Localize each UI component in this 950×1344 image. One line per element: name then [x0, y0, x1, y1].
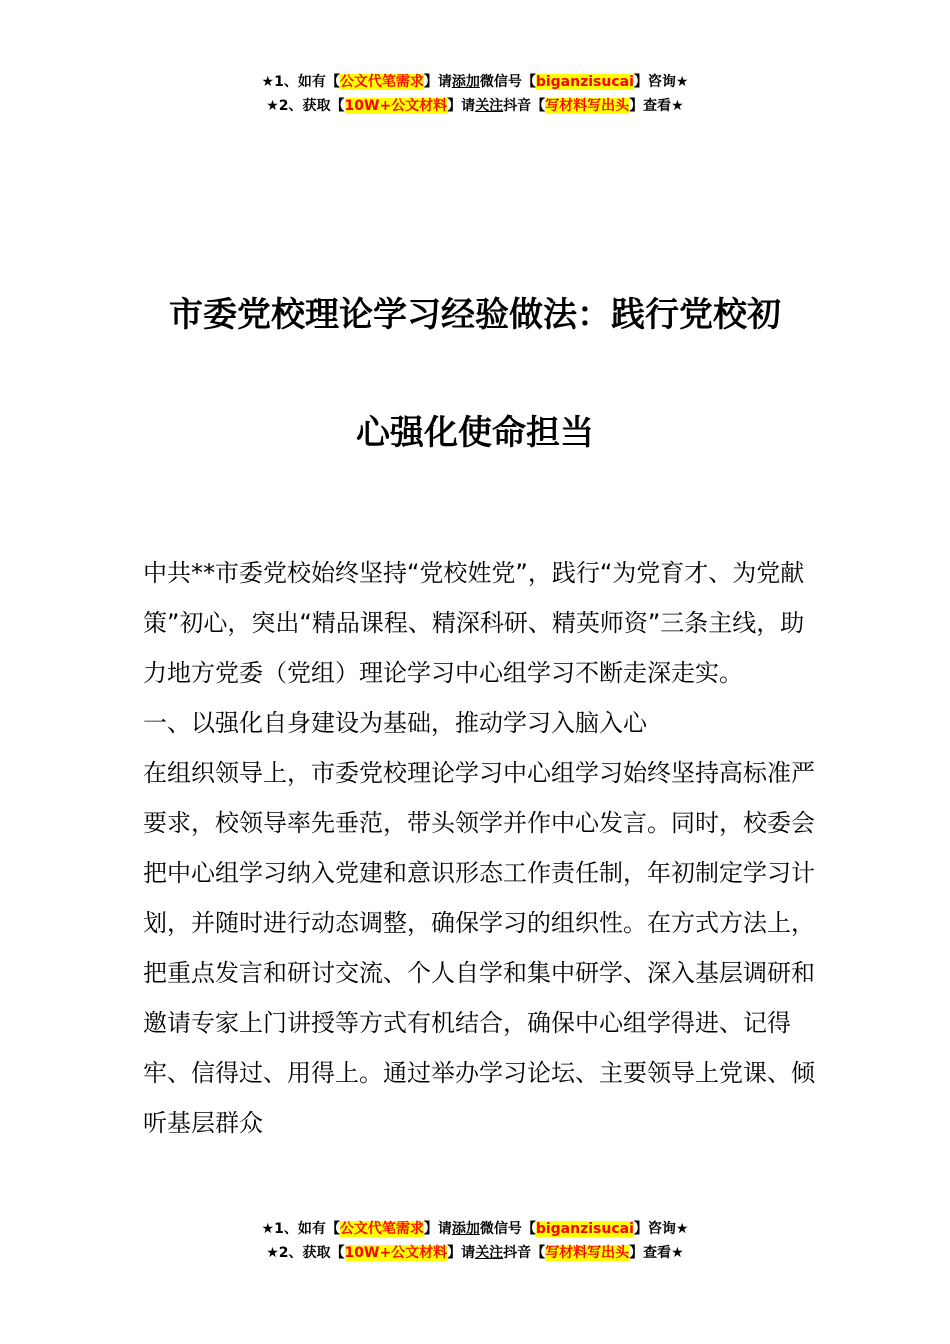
wechat-id: biganzisucai: [535, 1221, 634, 1237]
douyin-account: 写材料写出头: [545, 98, 630, 114]
promo-text: 】请: [423, 74, 452, 90]
document-body: [143, 548, 823, 1148]
promo-text: 】请: [447, 1245, 476, 1261]
promo-line-1: [0, 70, 950, 94]
document-title-line-2: 心强化使命担当: [356, 413, 594, 453]
promo-underline: 添加: [451, 1221, 480, 1237]
promo-text: 抖音【: [503, 1245, 546, 1261]
promo-text: 】咨询★: [633, 74, 689, 90]
promo-text: 】查看★: [629, 98, 684, 114]
wechat-id: biganzisucai: [535, 74, 634, 90]
promo-banner-bottom: [0, 1217, 950, 1265]
intro-paragraph: 中共**市委党校始终坚持“党校姓党”，践行“为党育才、为党献策”初心，突出“精品课程、精深科研、精英师资”三条主线，助力地方党委（党组）理论学习中心组学习不断走深走实。: [143, 559, 805, 687]
body-paragraph: 在组织领导上，市委党校理论学习中心组学习始终坚持高标准严要求，校领导率先垂范，带头领学并作中心发言。同时，校委会把中心组学习纳入党建和意识形态工作责任制，年初制定学习计划，并随时进行动态调整，确保学习的组织性。在方式方法上，把重点发言和研讨交流、个人自学和集中研学、深入基层调研和邀请专家上门讲授等方式有机结合，确保中心组学得进、记得牢、信得过、用得上。通过举办学习论坛、主要领导上党课、倾听基层群众: [143, 759, 815, 1137]
douyin-account: 写材料写出头: [545, 1245, 630, 1261]
promo-line-1: [0, 1217, 950, 1241]
promo-line-2: [0, 1241, 950, 1265]
promo-highlight: 10W+公文材料: [344, 1245, 448, 1261]
promo-underline: 关注: [475, 1245, 504, 1261]
promo-highlight: 10W+公文材料: [344, 98, 448, 114]
promo-text: ★2、获取【: [266, 1245, 345, 1261]
promo-highlight: 公文代笔需求: [339, 74, 424, 90]
promo-text: 微信号【: [479, 74, 536, 90]
section-heading: 一、以强化自身建设为基础，推动学习入脑入心: [143, 709, 647, 737]
promo-banner-top: [0, 70, 950, 118]
promo-text: 微信号【: [479, 1221, 536, 1237]
promo-line-2: [0, 94, 950, 118]
promo-underline: 添加: [451, 74, 480, 90]
promo-text: 】查看★: [629, 1245, 684, 1261]
document-title-line-1: 市委党校理论学习经验做法：践行党校初: [169, 295, 781, 335]
promo-text: 抖音【: [503, 98, 546, 114]
promo-text: ★2、获取【: [266, 98, 345, 114]
promo-text: ★1、如有【: [261, 74, 340, 90]
promo-underline: 关注: [475, 98, 504, 114]
promo-highlight: 公文代笔需求: [339, 1221, 424, 1237]
promo-text: ★1、如有【: [261, 1221, 340, 1237]
promo-text: 】请: [423, 1221, 452, 1237]
promo-text: 】请: [447, 98, 476, 114]
promo-text: 】咨询★: [633, 1221, 689, 1237]
